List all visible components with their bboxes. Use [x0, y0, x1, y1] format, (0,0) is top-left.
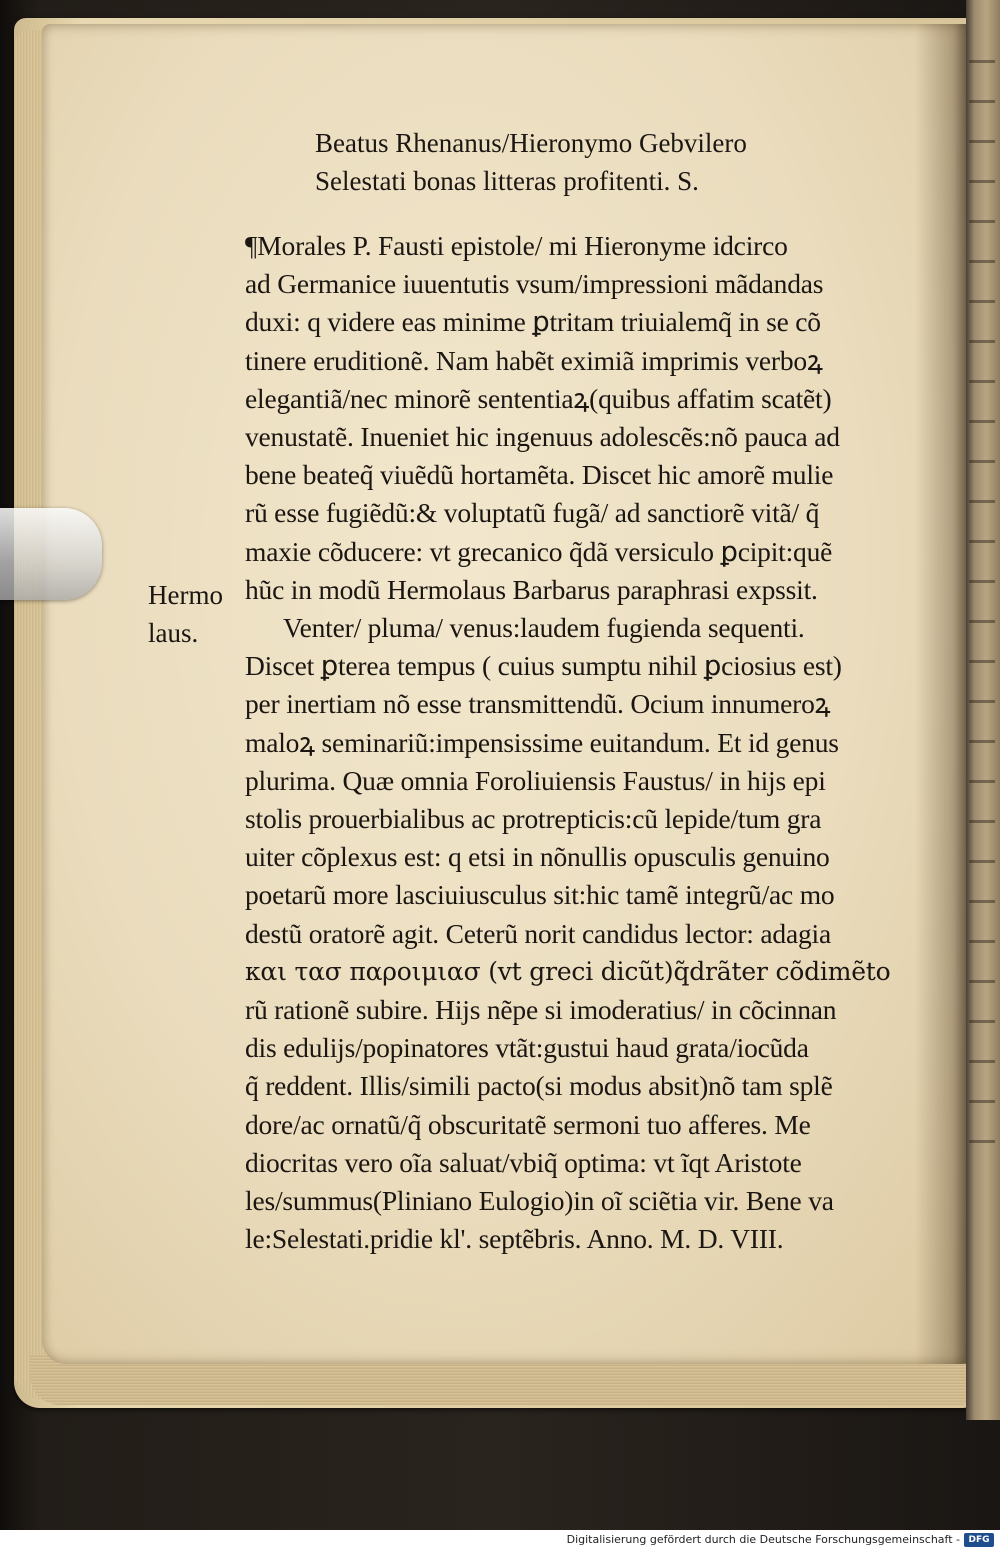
heading-line-2: Selestati bonas litteras profitenti. S.	[315, 166, 699, 196]
body-line: destũ oratorẽ agit. Ceterũ norit candidus lector: adagia	[245, 917, 831, 949]
body-line: maloꝝ seminariũ:impensissime euitandum. Et id genus	[245, 726, 839, 758]
body-line: Discet ꝑterea tempus ( cuius sumptu nihil ꝑciosius est)	[245, 650, 842, 682]
funding-credit: Digitalisierung gefördert durch die Deutsche Forschungsgemeinschaft -	[566, 1533, 960, 1546]
body-line: les/summus(Pliniano Eulogio)in oĩ sciẽtia vir. Bene va	[245, 1185, 834, 1217]
body-line: bene beateq̃ viuẽdũ hortamẽta. Discet hic amorẽ mulie	[245, 459, 834, 491]
body-line: venustatẽ. Inueniet hic ingenuus adolescẽs:nõ pauca ad	[245, 421, 840, 453]
transparent-page-clip	[0, 508, 102, 600]
body-line: maxie cõducere: vt grecanico q̃dã versiculo ꝑcipit:quẽ	[245, 535, 833, 567]
letter-heading	[315, 124, 875, 200]
body-line: rũ esse fugiẽdũ:& voluptatũ fugã/ ad sanctiorẽ vitã/ q̃	[245, 497, 820, 529]
digitization-footer	[0, 1530, 1000, 1551]
body-line: ¶Morales P. Fausti epistole/ mi Hieronyme idcirco	[245, 230, 788, 261]
body-line: per inertiam nõ esse transmittendũ. Ocium innumeroꝝ	[245, 688, 831, 720]
binding-gutter	[915, 24, 970, 1364]
body-line: dis edulijs/popinatores vtãt:gustui haud grata/iocũda	[245, 1032, 809, 1064]
body-line: poetarũ more lasciuiusculus sit:hic tamẽ integrũ/ac mo	[245, 879, 835, 911]
body-line: duxi: q videre eas minime ꝑtritam triuialemq̃ in se cõ	[245, 306, 821, 338]
letter-body	[245, 227, 910, 1258]
marginal-note	[148, 576, 243, 652]
body-line-greek: και τασ παροιμιασ (vt greci dicũt)q̃drãter cõdimẽto	[245, 956, 891, 986]
body-line: tinere eruditionẽ. Nam habẽt eximiã imprimis verboꝝ	[245, 344, 823, 376]
body-line: hũc in modũ Hermolaus Barbarus paraphrasi expssit.	[245, 573, 818, 605]
body-line: ad Germanice iuuentutis vsum/impressioni mãdandas	[245, 268, 824, 300]
body-line: le:Selestati.pridie kl'. septẽbris. Anno. M. D. VIII.	[245, 1223, 784, 1255]
body-line-verse: Venter/ pluma/ venus:laudem fugienda sequenti.	[283, 612, 805, 644]
recto-page-edge	[966, 0, 1000, 1420]
body-line: stolis prouerbialibus ac protrepticis:cũ lepide/tum gra	[245, 803, 822, 835]
body-line: q̃ reddent. Illis/simili pacto(si modus absit)nõ tam splẽ	[245, 1070, 833, 1102]
heading-line-1: Beatus Rhenanus/Hieronymo Gebvilero	[315, 128, 747, 158]
body-line: uiter cõplexus est: q etsi in nõnullis opusculis genuino	[245, 841, 830, 873]
body-line: plurima. Quæ omnia Foroliuiensis Faustus/ in hijs epi	[245, 764, 826, 796]
body-line: elegantiã/nec minorẽ sententiaꝝ(quibus affatim scatẽt)	[245, 382, 832, 414]
body-line: dore/ac ornatũ/q̃ obscuritatẽ sermoni tuo afferes. Me	[245, 1108, 811, 1140]
body-line: diocritas vero oĩa saluat/vbiq̃ optima: vt ĩqt Aristote	[245, 1146, 802, 1178]
dfg-logo: DFG	[964, 1533, 994, 1547]
marginal-note-line-1: Hermo	[148, 580, 223, 610]
marginal-note-line-2: laus.	[148, 618, 199, 648]
body-line: rũ rationẽ subire. Hijs nẽpe si imoderatius/ in cõcinnan	[245, 994, 837, 1026]
